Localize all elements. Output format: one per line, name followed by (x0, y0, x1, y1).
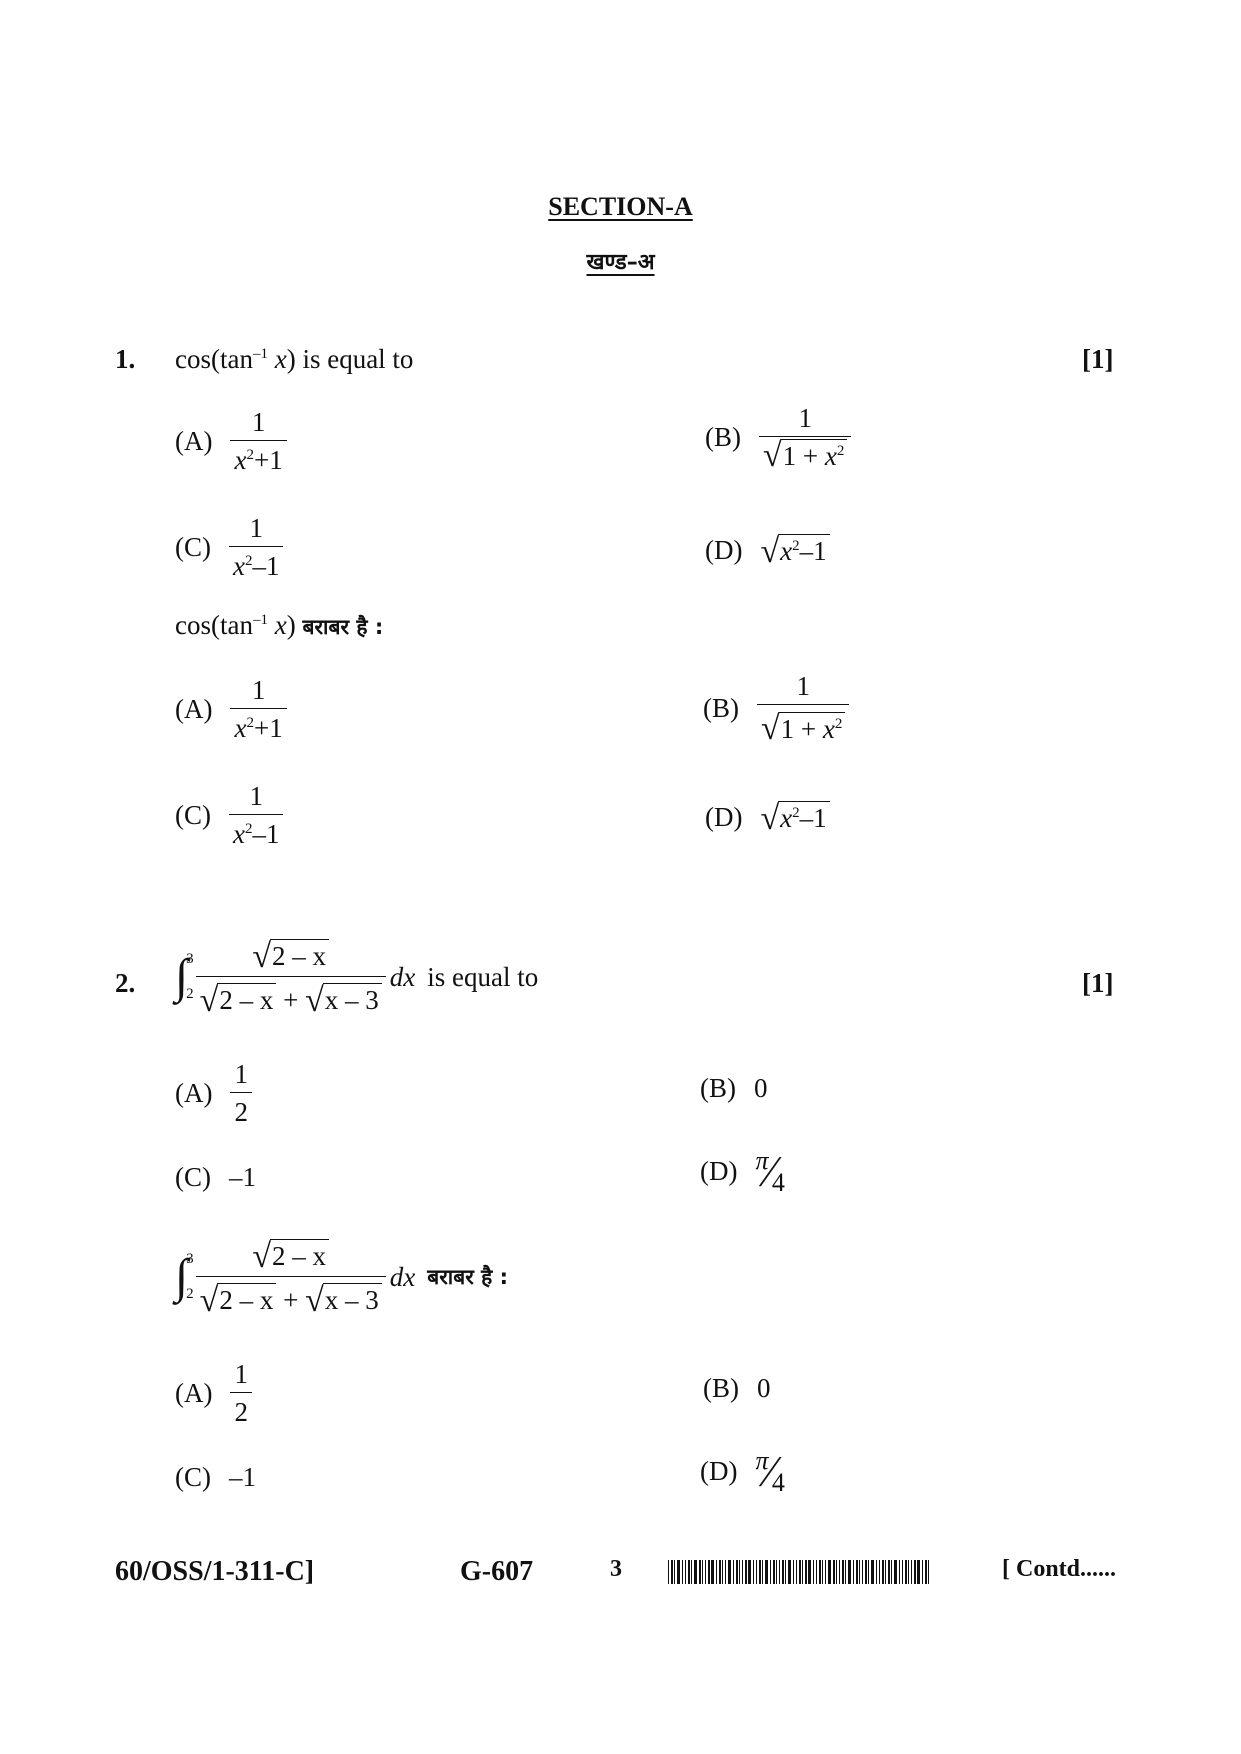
barcode-bar (876, 1560, 877, 1584)
question-2-stem-hindi: ∫ 3 2 √ 2 – x √ 2 – x + √ x – 3 dx बराबर है : (175, 1238, 508, 1319)
barcode-bar (828, 1560, 831, 1584)
barcode-bar (694, 1560, 697, 1584)
barcode-bar (842, 1560, 844, 1584)
barcode-bar (813, 1560, 814, 1584)
barcode-bar (788, 1560, 791, 1584)
barcode-bar (845, 1560, 846, 1584)
question-1-stem-hindi: $\cos(\tan^{-1}$ x) बराबर है : (175, 610, 384, 640)
barcode-bar (802, 1560, 803, 1584)
barcode-bar (742, 1560, 743, 1584)
barcode-bar (705, 1560, 706, 1584)
barcode-bar (839, 1560, 840, 1584)
barcode-bar (836, 1560, 837, 1584)
barcode-bar (688, 1560, 690, 1584)
question-1-stem: $\cos(\tan^{-1}$ x) is equal to (175, 344, 414, 374)
q1-hindi-option-d[interactable]: (D) √ $x^2-1$ (705, 800, 830, 834)
barcode-bar (682, 1560, 683, 1584)
question-2-number: 2. (115, 968, 136, 998)
barcode-bar (779, 1560, 780, 1584)
barcode-bar (888, 1560, 890, 1584)
barcode-bar (911, 1560, 912, 1584)
barcode-bar (708, 1560, 710, 1584)
barcode-bar (702, 1560, 703, 1584)
q2-hindi-option-d[interactable]: (D) π ⁄ 4 (700, 1446, 785, 1497)
q1-hindi-option-c[interactable]: (C) $\frac{1}{x^2-1}$ (175, 782, 283, 849)
barcode-bar (691, 1560, 692, 1584)
barcode-bar (773, 1560, 775, 1584)
barcode-bar (822, 1560, 823, 1584)
barcode-bar (756, 1560, 757, 1584)
barcode-bar (799, 1560, 801, 1584)
barcode-bar (745, 1560, 747, 1584)
barcode-bar (905, 1560, 907, 1584)
barcode-bar (699, 1560, 701, 1584)
barcode-bar (711, 1560, 714, 1584)
q2-option-c[interactable]: (C) –1 (175, 1162, 256, 1192)
barcode-bar (891, 1560, 892, 1584)
barcode-bar (808, 1560, 811, 1584)
barcode-bar (868, 1560, 869, 1584)
barcode-bar (793, 1560, 794, 1584)
barcode-bar (770, 1560, 771, 1584)
barcode-bar (865, 1560, 867, 1584)
barcode-bar (677, 1560, 680, 1584)
barcode-bar (899, 1560, 900, 1584)
q1-hindi-option-b[interactable]: (B) 1 √ $1 + x^2$ (703, 672, 849, 744)
barcode-bar (736, 1560, 738, 1584)
barcode-bar (885, 1560, 886, 1584)
barcode-bar (894, 1560, 897, 1584)
barcode-bar (922, 1560, 923, 1584)
barcode-bar (871, 1560, 874, 1584)
barcode-bar (848, 1560, 851, 1584)
barcode-bar (668, 1560, 669, 1584)
barcode-bar (825, 1560, 826, 1584)
q2-hindi-option-c[interactable]: (C) –1 (175, 1462, 256, 1492)
barcode-bar (816, 1560, 817, 1584)
q2-option-b[interactable]: (B) 0 (700, 1073, 768, 1103)
barcode-bar (725, 1560, 726, 1584)
question-1-number: 1. (115, 344, 136, 374)
footer-continued: [ Contd...... (1002, 1556, 1117, 1582)
footer-paper-code: 60/OSS/1-311-C] (115, 1556, 315, 1587)
barcode-bar (859, 1560, 860, 1584)
barcode-bar (728, 1560, 731, 1584)
barcode-bar (882, 1560, 884, 1584)
q1-option-c[interactable]: (C) $\frac{1}{x^2-1}$ (175, 514, 283, 581)
section-heading: SECTION-A (548, 192, 693, 221)
barcode-bar (856, 1560, 858, 1584)
barcode-bar (753, 1560, 754, 1584)
barcode-bar (776, 1560, 777, 1584)
q2-option-a[interactable]: (A) $\frac{1}{2}$ (175, 1060, 252, 1127)
barcode-bar (908, 1560, 909, 1584)
q2-hindi-option-b[interactable]: (B) 0 (703, 1373, 771, 1403)
barcode-bar (719, 1560, 721, 1584)
footer-page-number: 3 (610, 1556, 622, 1582)
barcode-bar (879, 1560, 880, 1584)
barcode-bar (674, 1560, 675, 1584)
barcode-image (668, 1560, 931, 1584)
barcode-bar (805, 1560, 807, 1584)
barcode-bar (862, 1560, 863, 1584)
q1-option-a[interactable]: (A) $\frac{1}{x^2+1}$ (175, 408, 287, 475)
footer-series-code: G-607 (460, 1556, 534, 1587)
q1-option-d[interactable]: (D) √ $x^2-1$ (705, 533, 830, 567)
barcode-bar (765, 1560, 768, 1584)
barcode-bar (853, 1560, 854, 1584)
barcode-bar (722, 1560, 723, 1584)
barcode-bar (762, 1560, 763, 1584)
q2-option-d[interactable]: (D) π ⁄ 4 (700, 1146, 785, 1197)
q2-hindi-option-a[interactable]: (A) $\frac{1}{2}$ (175, 1360, 252, 1427)
barcode-bar (782, 1560, 784, 1584)
q1-option-b[interactable]: (B) 1 √ $1 + x^2$ (705, 404, 851, 471)
barcode-bar (671, 1560, 673, 1584)
barcode-bar (785, 1560, 786, 1584)
barcode-bar (733, 1560, 734, 1584)
barcode-bar (748, 1560, 751, 1584)
barcode-bar (716, 1560, 717, 1584)
barcode-bar (685, 1560, 686, 1584)
barcode-bar (925, 1560, 927, 1584)
barcode-bar (796, 1560, 797, 1584)
barcode-bar (739, 1560, 740, 1584)
barcode-bar (914, 1560, 916, 1584)
question-1-marks: [1] (1082, 344, 1114, 374)
barcode-bar (928, 1560, 929, 1584)
barcode-bar (759, 1560, 761, 1584)
barcode-bar (833, 1560, 835, 1584)
question-2-stem: ∫ 3 2 √ 2 – x √ 2 – x + √ x – 3 dx is equal to (175, 938, 539, 1019)
question-2-marks: [1] (1082, 968, 1114, 998)
barcode-bar (819, 1560, 821, 1584)
q1-hindi-option-a[interactable]: (A) $\frac{1}{x^2+1}$ (175, 676, 287, 743)
section-heading-hindi: खण्ड–अ (586, 250, 655, 275)
barcode-bar (917, 1560, 920, 1584)
barcode-bar (902, 1560, 903, 1584)
